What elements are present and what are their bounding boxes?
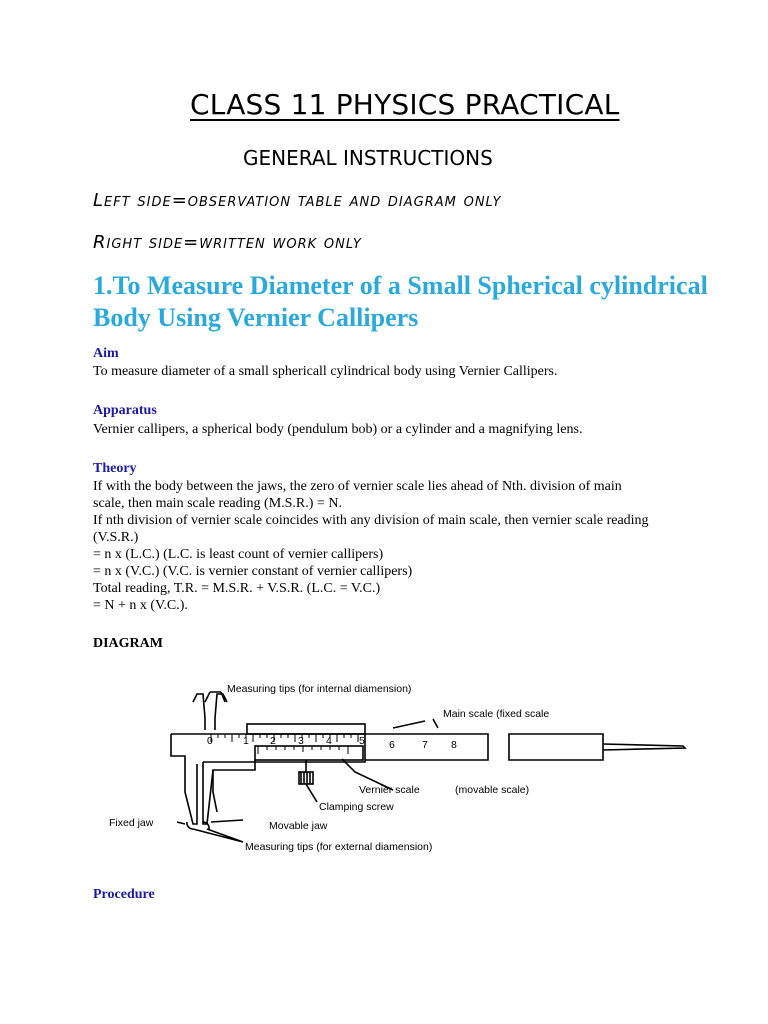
diagram-heading: DIAGRAM xyxy=(93,636,163,651)
theory-line-6: = N + n x (V.C.). xyxy=(93,598,188,613)
vernier-callipers-diagram xyxy=(93,672,689,864)
scale-number-2: 2 xyxy=(270,735,276,747)
page-title: CLASS 11 PHYSICS PRACTICAL xyxy=(190,88,620,121)
general-instructions-heading: GENERAL INSTRUCTIONS xyxy=(243,146,493,170)
aim-heading: Aim xyxy=(93,346,119,361)
right-side-instruction: Right side=written work only xyxy=(93,232,362,253)
scale-number-5: 5 xyxy=(359,735,365,747)
main-scale-numbers xyxy=(207,735,457,751)
theory-heading: Theory xyxy=(93,461,137,476)
theory-line-3: = n x (L.C.) (L.C. is least count of vernier callipers) xyxy=(93,547,384,562)
aim-text: To measure diameter of a small sphericall cylindrical body using Vernier Callipers. xyxy=(93,364,558,379)
scale-number-1: 1 xyxy=(243,735,249,747)
apparatus-text: Vernier callipers, a spherical body (pendulum bob) or a cylinder and a magnifying lens. xyxy=(93,422,583,437)
scale-number-4: 4 xyxy=(326,735,332,747)
main-scale-ticks xyxy=(211,734,365,742)
vernier-scale-ticks xyxy=(258,746,348,754)
internal-tips-label: Measuring tips (for internal diamension) xyxy=(227,683,412,695)
fixed-jaw-label: Fixed jaw xyxy=(109,817,154,829)
clamping-screw-label: Clamping screw xyxy=(319,801,394,813)
theory-line-2: If nth division of vernier scale coincides with any division of main scale, then vernier scale reading (V.S.R.) xyxy=(93,513,649,545)
scale-number-0: 0 xyxy=(207,735,213,747)
movable-jaw-label: Movable jaw xyxy=(269,820,328,832)
scale-number-8: 8 xyxy=(451,739,457,751)
procedure-heading: Procedure xyxy=(93,887,155,902)
external-tips-label: Measuring tips (for external diamension) xyxy=(245,841,433,853)
theory-line-4: = n x (V.C.) (V.C. is vernier constant of vernier callipers) xyxy=(93,564,413,579)
movable-scale-label: (movable scale) xyxy=(455,784,530,796)
scale-number-7: 7 xyxy=(422,739,428,751)
main-scale-label: Main scale (fixed scale xyxy=(443,708,550,720)
apparatus-heading: Apparatus xyxy=(93,403,157,418)
scale-number-3: 3 xyxy=(298,735,304,747)
left-side-instruction: Left side=observation table and diagram only xyxy=(93,190,502,211)
scale-number-6: 6 xyxy=(389,739,395,751)
theory-line-5: Total reading, T.R. = M.S.R. + V.S.R. (L.C. = V.C.) xyxy=(93,581,381,596)
theory-line-1: If with the body between the jaws, the zero of vernier scale lies ahead of Nth. division of main scale, then main scale reading (M.S.R.) = N. xyxy=(93,479,622,511)
experiment-title: 1.To Measure Diameter of a Small Spherical cylindrical Body Using Vernier Callipers xyxy=(93,271,708,332)
callipers-drawing xyxy=(171,692,685,842)
vernier-scale-label: Vernier scale xyxy=(359,784,420,796)
